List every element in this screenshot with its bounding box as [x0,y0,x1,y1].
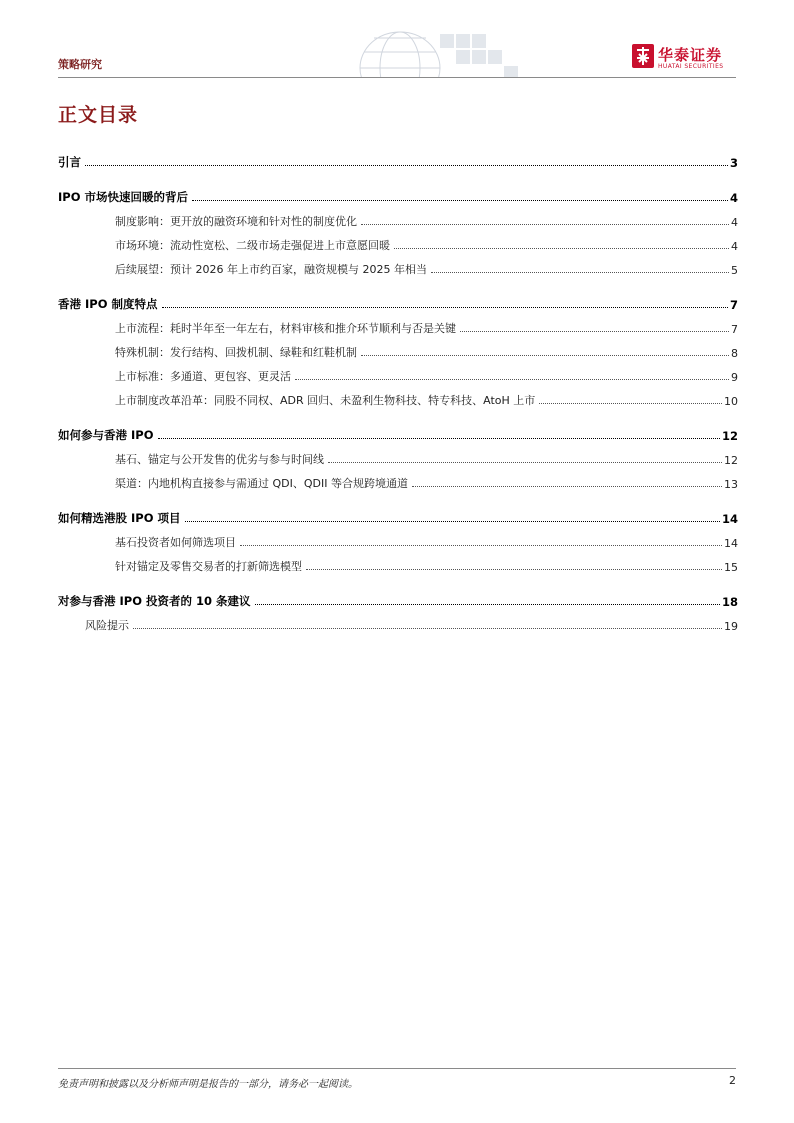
toc-chapter-entry[interactable] [58,585,738,609]
toc-title: 正文目录 [58,104,139,126]
table-of-contents [58,146,738,633]
toc-section-gap [58,574,738,585]
toc-dot-leader [361,355,729,356]
toc-dot-leader [158,438,720,439]
header-rule [58,77,736,78]
toc-entry-label: 如何精选港股 IPO 项目 [58,511,181,525]
toc-section-entry[interactable] [58,443,738,467]
toc-entry-page: 4 [731,240,738,253]
toc-entry-page: 10 [724,395,738,408]
toc-entry-page: 7 [729,298,738,312]
footer-disclaimer: 免责声明和披露以及分析师声明是报告的一部分，请务必一起阅读。 [58,1079,358,1090]
toc-entry-page: 18 [721,595,738,609]
toc-section-entry[interactable] [58,467,738,491]
toc-dot-leader [162,307,728,308]
toc-dot-leader [192,200,728,201]
toc-entry-page: 4 [731,216,738,229]
toc-section-gap [58,491,738,502]
toc-entry-label: 针对锚定及零售交易者的打新筛选模型 [115,560,302,573]
section-label: 策略研究 [58,58,102,71]
toc-chapter-entry[interactable] [58,181,738,205]
toc-dot-leader [185,521,720,522]
toc-section-entry[interactable] [58,336,738,360]
toc-dot-leader [240,545,722,546]
footer-rule [58,1068,736,1069]
toc-entry-page: 9 [731,371,738,384]
toc-entry-page: 3 [729,156,738,170]
toc-section-entry[interactable] [58,609,738,633]
toc-dot-leader [85,165,728,166]
logo-mark-icon [632,44,654,68]
toc-section-gap [58,277,738,288]
globe-watermark-icon [330,28,560,78]
page-number: 2 [729,1074,736,1087]
toc-dot-leader [460,331,729,332]
toc-dot-leader [133,628,722,629]
toc-entry-label: 风险提示 [85,619,129,632]
toc-entry-label: 上市流程：耗时半年至一年左右，材料审核和推介环节顺利与否是关键 [115,322,456,335]
toc-entry-label: 基石、锚定与公开发售的优劣与参与时间线 [115,453,324,466]
toc-entry-page: 7 [731,323,738,336]
toc-entry-page: 13 [724,478,738,491]
toc-chapter-entry[interactable] [58,288,738,312]
toc-entry-page: 19 [724,620,738,633]
toc-section-entry[interactable] [58,312,738,336]
toc-entry-label: 如何参与香港 IPO [58,428,154,442]
toc-entry-page: 14 [724,537,738,550]
brand-logo [632,44,742,74]
toc-section-entry[interactable] [58,384,738,408]
toc-entry-label: IPO 市场快速回暖的背后 [58,190,188,204]
toc-dot-leader [295,379,729,380]
toc-entry-label: 后续展望：预计 2026 年上市约百家，融资规模与 2025 年相当 [115,263,427,276]
toc-chapter-entry[interactable] [58,419,738,443]
toc-entry-page: 4 [729,191,738,205]
toc-entry-page: 8 [731,347,738,360]
toc-entry-label: 市场环境：流动性宽松、二级市场走强促进上市意愿回暖 [115,239,390,252]
toc-section-entry[interactable] [58,253,738,277]
toc-section-entry[interactable] [58,526,738,550]
toc-section-entry[interactable] [58,360,738,384]
toc-entry-page: 12 [724,454,738,467]
logo-english-name: HUATAI SECURITIES [658,63,724,70]
logo-chinese-name: 华泰证券 [658,46,723,64]
toc-chapter-entry[interactable] [58,502,738,526]
toc-entry-label: 香港 IPO 制度特点 [58,297,158,311]
toc-dot-leader [361,224,729,225]
toc-dot-leader [539,403,722,404]
toc-entry-label: 对参与香港 IPO 投资者的 10 条建议 [58,594,251,608]
toc-entry-label: 上市标准：多通道、更包容、更灵活 [115,370,291,383]
toc-chapter-entry[interactable] [58,146,738,170]
toc-entry-label: 制度影响：更开放的融资环境和针对性的制度优化 [115,215,357,228]
toc-section-gap [58,170,738,181]
toc-entry-page: 14 [721,512,738,526]
toc-entry-page: 15 [724,561,738,574]
toc-dot-leader [306,569,722,570]
toc-dot-leader [328,462,722,463]
page-header [0,0,794,80]
toc-entry-label: 上市制度改革沿革：同股不同权、ADR 回归、未盈利生物科技、特专科技、AtoH 上市 [115,394,536,407]
toc-entry-label: 引言 [58,155,81,169]
toc-entry-label: 基石投资者如何筛选项目 [115,536,236,549]
toc-dot-leader [255,604,720,605]
toc-section-entry[interactable] [58,550,738,574]
toc-section-gap [58,408,738,419]
toc-dot-leader [431,272,729,273]
toc-dot-leader [412,486,722,487]
toc-section-entry[interactable] [58,205,738,229]
toc-entry-label: 渠道：内地机构直接参与需通过 QDI、QDII 等合规跨境通道 [115,477,408,490]
toc-entry-page: 12 [721,429,738,443]
toc-entry-label: 特殊机制：发行结构、回拨机制、绿鞋和红鞋机制 [115,346,357,359]
toc-section-entry[interactable] [58,229,738,253]
toc-dot-leader [394,248,729,249]
toc-entry-page: 5 [731,264,738,277]
